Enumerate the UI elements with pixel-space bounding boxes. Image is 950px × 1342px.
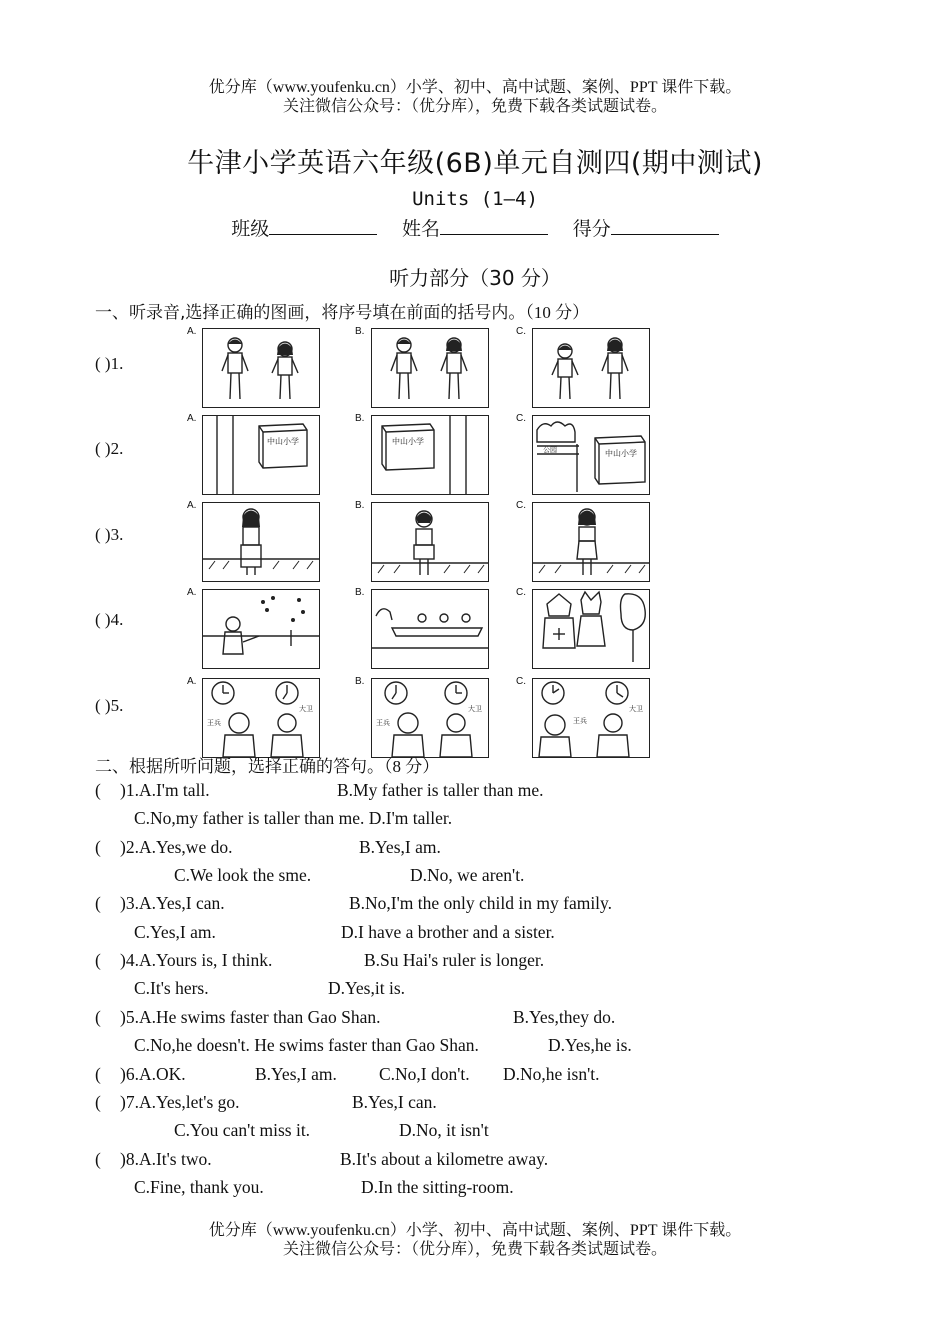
- answer-option: D.No, we aren't.: [410, 865, 525, 885]
- q1-option-c-picture[interactable]: [532, 328, 650, 408]
- answer-option: C.No,I don't.: [379, 1064, 470, 1084]
- answer-option: )5.A.He swims faster than Gao Shan.: [120, 1007, 381, 1027]
- clock-students-icon: [372, 679, 488, 757]
- svg-text:中山小学: 中山小学: [267, 437, 299, 446]
- answer-option: D.Yes,it is.: [328, 978, 405, 998]
- q5-option-b-picture[interactable]: [371, 678, 489, 758]
- svg-text:王兵: 王兵: [207, 719, 221, 727]
- svg-text:中山小学: 中山小学: [392, 437, 424, 446]
- park-and-school-icon: [533, 416, 649, 494]
- answer-option: D.I have a brother and a sister.: [341, 922, 555, 942]
- answer-option: C.Fine, thank you.: [134, 1177, 264, 1197]
- answer-option: )4.A.Yours is, I think.: [120, 950, 273, 970]
- answer-option: C.You can't miss it.: [174, 1120, 311, 1140]
- answer-option: C.Yes,I am.: [134, 922, 216, 942]
- svg-text:大卫: 大卫: [468, 705, 482, 713]
- score-label: 得分: [572, 219, 611, 240]
- boy-girl-icon: [372, 329, 488, 407]
- clock-students-icon: [533, 679, 649, 757]
- answer-option: )6.A.OK.: [120, 1064, 186, 1084]
- q2-option-b-picture[interactable]: [371, 415, 489, 495]
- school-sign-icon: [372, 416, 488, 494]
- svg-text:大卫: 大卫: [629, 705, 643, 713]
- answer-option: B.Yes,I am.: [359, 837, 441, 857]
- class-blank[interactable]: [269, 218, 377, 235]
- answer-paren: (: [95, 1092, 101, 1112]
- answer-option: B.Su Hai's ruler is longer.: [364, 950, 545, 970]
- halloween-costume-icon: [533, 590, 649, 668]
- answer-option: )1.A.I'm tall.: [120, 780, 210, 800]
- svg-text:大卫: 大卫: [299, 705, 313, 713]
- answer-option: B.No,I'm the only child in my family.: [349, 893, 613, 913]
- answer-option: B.My father is taller than me.: [337, 780, 544, 800]
- q2-option-a-picture[interactable]: [202, 415, 320, 495]
- firecrackers-icon: [203, 590, 319, 668]
- school-sign-icon: [203, 416, 319, 494]
- answer-option: D.Yes,he is.: [548, 1035, 632, 1055]
- q4-option-a-picture[interactable]: [202, 589, 320, 669]
- item-1-label[interactable]: ( )1.: [95, 354, 124, 373]
- listening-section-title: 听力部分（30 分）: [389, 266, 561, 290]
- q1-option-a-picture[interactable]: [202, 328, 320, 408]
- answer-option: D.No,he isn't.: [503, 1064, 600, 1084]
- answer-option: B.Yes,I can.: [352, 1092, 437, 1112]
- footer-line-1: 优分库（www.youfenku.cn）小学、初中、高中试题、案例、PPT 课件下载。: [208, 1222, 742, 1239]
- page-subtitle: Units (1—4): [412, 188, 538, 210]
- boy-girl-icon: [203, 329, 319, 407]
- page-title: 牛津小学英语六年级(6B)单元自测四(期中测试): [187, 148, 763, 179]
- answer-option: C.It's hers.: [134, 978, 209, 998]
- answer-option: )3.A.Yes,I can.: [120, 893, 225, 913]
- item-2-label[interactable]: ( )2.: [95, 439, 124, 458]
- svg-text:王兵: 王兵: [376, 719, 390, 727]
- class-label: 班级: [231, 219, 270, 240]
- girl-standing-icon: [203, 503, 319, 581]
- answer-option: B.It's about a kilometre away.: [340, 1149, 549, 1169]
- item-4-label[interactable]: ( )4.: [95, 610, 124, 629]
- answer-paren: (: [95, 780, 101, 800]
- q4-option-b-picture[interactable]: [371, 589, 489, 669]
- svg-text:王兵: 王兵: [573, 717, 587, 725]
- part1-heading: 一、听录音,选择正确的图画，将序号填在前面的括号内。（10 分）: [95, 303, 590, 323]
- answer-option: )8.A.It's two.: [120, 1149, 212, 1169]
- q4-option-c-picture[interactable]: [532, 589, 650, 669]
- answer-option: D.In the sitting-room.: [361, 1177, 514, 1197]
- answer-option: )2.A.Yes,we do.: [120, 837, 233, 857]
- girl-standing-icon: [372, 503, 488, 581]
- score-blank[interactable]: [611, 218, 719, 235]
- q5-option-a-picture[interactable]: [202, 678, 320, 758]
- q1-option-b-picture[interactable]: [371, 328, 489, 408]
- name-label: 姓名: [401, 219, 440, 240]
- boy-girl-icon: [533, 329, 649, 407]
- svg-text:公园: 公园: [543, 446, 557, 454]
- answer-paren: (: [95, 1149, 101, 1169]
- footer-line-2: 关注微信公众号：（优分库），免费下载各类试题试卷。: [282, 1241, 667, 1258]
- girl-standing-icon: [533, 503, 649, 581]
- answer-paren: (: [95, 1007, 101, 1027]
- answer-paren: (: [95, 950, 101, 970]
- answer-option: B.Yes,they do.: [513, 1007, 616, 1027]
- header-line-1: 优分库（www.youfenku.cn）小学、初中、高中试题、案例、PPT 课件下载。: [208, 79, 742, 96]
- answer-option: )7.A.Yes,let's go.: [120, 1092, 240, 1112]
- answer-option: C.No,my father is taller than me. D.I'm taller.: [134, 808, 453, 828]
- q2-option-c-picture[interactable]: [532, 415, 650, 495]
- answer-paren: (: [95, 1064, 101, 1084]
- item-5-label[interactable]: ( )5.: [95, 696, 124, 715]
- answer-option: B.Yes,I am.: [255, 1064, 337, 1084]
- q5-option-c-picture[interactable]: [532, 678, 650, 758]
- q3-option-a-picture[interactable]: [202, 502, 320, 582]
- answer-option: C.We look the sme.: [174, 865, 312, 885]
- answer-paren: (: [95, 837, 101, 857]
- student-info-line: [0, 214, 950, 241]
- q3-option-c-picture[interactable]: [532, 502, 650, 582]
- dragon-boat-icon: [372, 590, 488, 668]
- answer-option: D.No, it isn't: [399, 1120, 489, 1140]
- answer-option: C.No,he doesn't. He swims faster than Gao Shan.: [134, 1035, 479, 1055]
- answer-paren: (: [95, 893, 101, 913]
- q3-option-b-picture[interactable]: [371, 502, 489, 582]
- svg-text:中山小学: 中山小学: [605, 449, 637, 458]
- name-blank[interactable]: [440, 218, 548, 235]
- clock-students-icon: [203, 679, 319, 757]
- header-line-2: 关注微信公众号：（优分库），免费下载各类试题试卷。: [282, 98, 667, 115]
- item-3-label[interactable]: ( )3.: [95, 525, 124, 544]
- part2-heading: 二、根据所听问题，选择正确的答句。（8 分）: [95, 757, 440, 777]
